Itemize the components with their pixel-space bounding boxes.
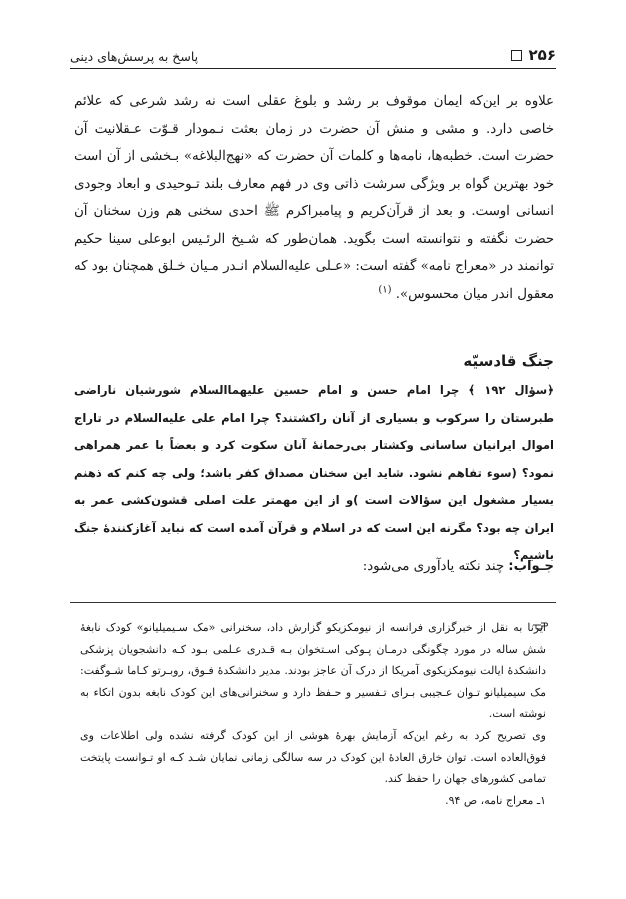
footnote-divider	[70, 602, 556, 603]
question-paragraph: ﴿سؤال ۱۹۲ ﴾ چرا امام حسن و امام حسین علیهماالسلام شورشیان ناراضی طبرستان را سرکوب و بسیاری از آنان راکشتند؟ چرا امام علی علیه‌السلام در تاراج اموال ایرانیان ساسانی وکشتار بی‌رحمانهٔ آنان سکوت کرد و بعضاً با عمر همراهی نمود؟ (سوء تفاهم نشود. شاید این سخنان مصداق کفر باشد؛ ولی چه کنم که ذهنم بسیار مشغول این سؤالات است )و از این مهمتر علت اصلی قشون‌کشی عمر به ایران چه بود؟ مگرنه این است که در اسلام و قرآن آمده است که نباید آغازکنندهٔ جنگ باشیم؟	[74, 383, 554, 562]
answer-label: جـواب:	[508, 559, 554, 574]
page-number: ۲۵۶	[528, 46, 556, 64]
answer-text: چند نکته یادآوری می‌شود:	[362, 559, 505, 574]
page-number-block	[511, 46, 556, 64]
answer-paragraph	[74, 555, 554, 579]
running-title: پاسخ به پرسش‌های دینی	[70, 49, 199, 64]
footnote-paragraph: ایرنا به نقل از خبرگزاری فرانسه از نیومکزیکو گزارش داد، سخنرانی «مک سـیمیلیانو» کودک نابغهٔ شش ساله در مورد چگونگی درمـان پـوکی اسـتخوان بـه قـدری عـلمی بـود کـه دانشجویان پزشکی دانشکدهٔ ایالت نیومکزیکوی آمریکا از درک آن عاجز بودند. مدیر دانشکدهٔ فـوق، روبـرتو کـاما شـوگفت: مک سیمیلیانو تـوان عـجیبی بـرای تـفسیر و حـفظ دارد و سخنرانی‌های این کودک نابغه بدون اتکاء به نوشته است.	[80, 621, 546, 721]
footnote-block	[80, 617, 546, 811]
footnote-reference: (۱)	[378, 284, 392, 296]
page-header	[70, 38, 556, 69]
footnote-citation: ۱ـ معراج نامه، ص ۹۴.	[445, 793, 546, 807]
square-icon	[511, 50, 522, 61]
footnote-paragraph: وی تصریح کرد به رغم این‌که آزمایش بهرهٔ هوشی از این کودک گرفته نشده ولی اطلاعات وی فوق‌العاده است. توان خارق العادهٔ این کودک در سه سالگی زمانی نمایان شـد کـه او تـوانست پایتخت تمامی کشورهای جهان را حفظ کند.	[80, 728, 546, 786]
intro-text: علاوه بر این‌که ایمان موقوف بر رشد و بلوغ عقلی است نه رشد شرعی که علائم خاصی دارد. و مشی و منش آن حضرت در زمان بعثت نـمودار قـوّت عـقلانیت آن حضرت است. خطبه‌ها، نامه‌ها و کلمات آن حضرت که «نهج‌البلاغه» بـخشی از آن است خود بهترین گواه بر ویژگی سرشت ذاتی وی در فهم معارف بلند تـوحیدی و ابعاد وجودی انسانی اوست. و بعد از قرآن‌کریم و پیامبراکرم ﷺ احدی سخنی هم وزن سخنان آن حضرت نگفته و نتوانسته است بگوید. همان‌طور که شـیخ الرئـیس ابوعلی سینا حکیم توانمند در «معراج نامه» گفته است: «عـلی علیه‌السلام انـدر مـیان خـلق همچنان بود که معقول اندر میان محسوس».	[74, 94, 554, 302]
section-title: جنگ قادسیّه	[463, 352, 554, 370]
intro-paragraph	[74, 88, 554, 308]
